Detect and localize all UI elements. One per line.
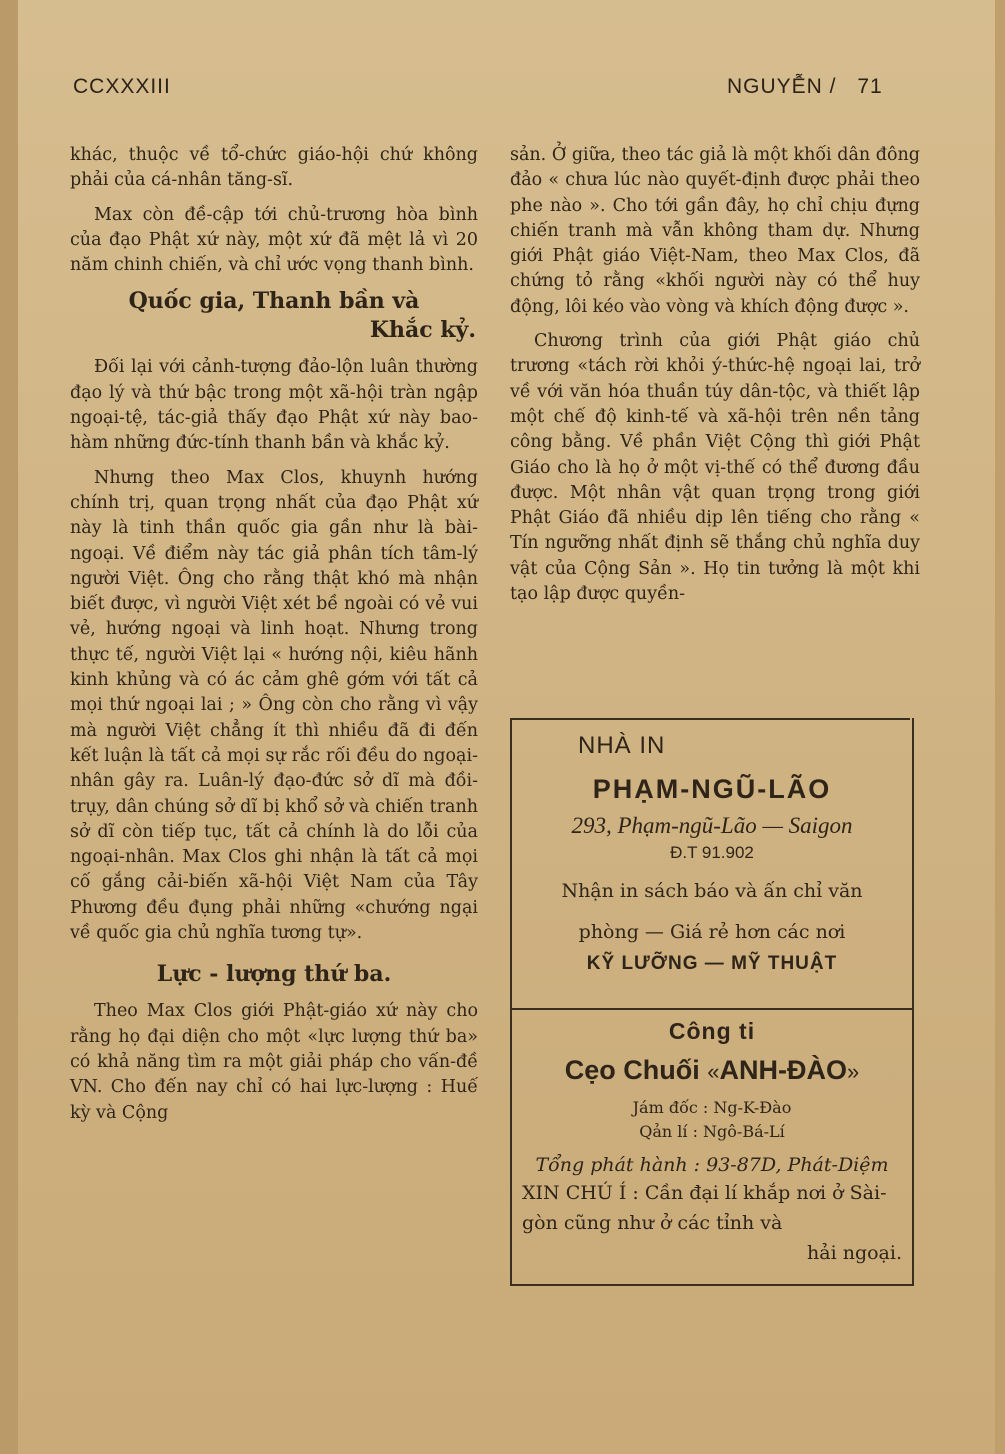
ad-description-line: phòng — Giá rẻ hơn các nơi (578, 921, 846, 943)
ad-note (512, 1178, 912, 1268)
ad-company-label: Công ti (668, 1018, 756, 1044)
right-column (510, 143, 920, 616)
header-title: NGUYỄN / (727, 75, 837, 98)
ad-label: NHÀ IN (578, 732, 666, 759)
ad-border-right (912, 718, 914, 1008)
page-edge-left (0, 0, 18, 1454)
ad-business-name: PHẠM-NGŨ-LÃO (592, 774, 832, 804)
quote-close: » (847, 1059, 860, 1084)
ad-note-end: hải ngoại. (807, 1242, 902, 1264)
paragraph: Chương trình của giới Phật giáo chủ trương «tách rời khỏi ý-thức-hệ ngoại lai, trở về với văn hóa thuần túy dân-tộc, và thiết lập một chế độ kinh-tế và xã-hội trên nền tảng công bằng. Về phần Việt Cộng thì giới Phật Giáo cho là họ ở một vị-thế có thể đương đầu được. Một nhân vật quan trọng trong giới Phật Giáo đã nhiều dịp lên tiếng cho rằng « Tín ngưỡng nhất định sẽ thắng chủ nghĩa duy vật của Cộng Sản ». Họ tin tưởng là một khi tạo lập được quyền- (510, 331, 920, 605)
brand-name: ANH-ĐÀO (719, 1055, 847, 1085)
paragraph: khác, thuộc về tổ-chức giáo-hội chứ không phải của cá-nhân tăng-sĩ. (70, 145, 478, 191)
section-heading: Lực - lượng thứ ba. (156, 961, 392, 988)
ad-border-bottom (510, 1284, 914, 1286)
company-advertisement (512, 1012, 912, 1268)
printer-advertisement (512, 724, 912, 975)
section-heading (70, 287, 478, 345)
paragraph: Nhưng theo Max Clos, khuynh hướng chính trị, quan trọng nhất của đạo Phật xứ này là tinh thần quốc gia gần như là bài-ngoại. Về điểm này tác giả phân tích tâm-lý người Việt. Ông cho rằng thật khó mà nhận biết được, vì người Việt xét bề ngoài có vẻ vui vẻ, hướng ngoại và linh hoạt. Nhưng trong thực tế, người Việt lại « hướng nội, kiêu hãnh kinh khủng và có ác cảm ghê gớm với tất cả mọi thứ ngoại lai ; » Ông còn cho rằng vì vậy mà người Việt chẳng ít thì nhiều đã đi đến kết luận là tất cả mọi sự rắc rối đều do ngoại-nhân gây ra. Luân-lý đạo-đức sở dĩ mà đồi-trụy, dân chúng sở dĩ bị khổ sở và chiến tranh sở dĩ còn tiếp tục, tất cả chính là do lỗi của ngoại-nhân. Max Clos ghi nhận là tất cả mọi cố gắng cải-biến xã-hội Việt Nam của Tây Phương đều đụng phải những «chướng ngại về quốc gia chủ nghĩa tương tự». (70, 467, 478, 944)
running-header-left: CCXXXIII (73, 75, 171, 98)
ad-description-line: Nhận in sách báo và ấn chỉ văn (561, 880, 863, 902)
ad-slogan: KỸ LƯỠNG — MỸ THUẬT (586, 953, 838, 974)
running-header-right (727, 75, 883, 99)
quote-open: « (707, 1059, 720, 1084)
paragraph: sản. Ở giữa, theo tác giả là một khối dân đông đảo « chưa lúc nào quyết-định được phải theo phe nào ». Cho tới gần đây, họ chỉ chịu đựng chiến tranh mà vẫn không tham dự. Nhưng giới Phật giáo Việt-Nam, theo Max Clos, đã chứng tỏ rằng «khối người này có thể huy động, lôi kéo vào vòng và khích động được ». (510, 145, 920, 317)
ad-brand (512, 1055, 912, 1086)
heading-line: Khắc kỷ. (369, 317, 476, 344)
paragraph: Đối lại với cảnh-tượng đảo-lộn luân thường đạo lý và thứ bậc trong một xã-hội tràn ngập ngoại-tệ, tác-giả thấy đạo Phật xứ này bao-hàm những đức-tính thanh bần và khắc kỷ. (70, 357, 478, 454)
ad-distribution: Tổng phát hành : 93-87D, Phát-Diệm (535, 1154, 889, 1176)
left-column (70, 143, 478, 1135)
ad-note-text: XIN CHÚ Í : Cần đại lí khắp nơi ở Sài-gòn cũng như ở các tỉnh và (522, 1182, 887, 1234)
ad-phone: Đ.T 91.902 (670, 843, 754, 862)
brand-prefix: Cẹo Chuối (564, 1055, 700, 1085)
ad-manager: Qản lí : Ngô-Bá-Lí (639, 1122, 785, 1141)
page-edge-right (995, 0, 1005, 1454)
ad-staff (512, 1096, 912, 1144)
heading-line: Quốc gia, Thanh bần và (128, 288, 420, 315)
paragraph: Max còn đề-cập tới chủ-trương hòa bình của đạo Phật xứ này, một xứ đã mệt lả vì 20 năm chinh chiến, và chỉ ước vọng thanh bình. (70, 204, 478, 276)
ad-address: 293, Phạm-ngũ-Lão — Saigon (571, 813, 853, 838)
page-number: 71 (857, 75, 883, 98)
ad-description (512, 871, 912, 953)
ad-divider (510, 1008, 914, 1010)
ad-border-top (510, 718, 910, 720)
ad-director: Jám đốc : Ng-K-Đào (632, 1098, 792, 1117)
ad-border-right (912, 1008, 914, 1284)
paragraph: Theo Max Clos giới Phật-giáo xứ này cho rằng họ đại diện cho một «lực lượng thứ ba» có khả năng tìm ra một giải pháp cho vấn-đề VN. Cho đến nay chỉ có hai lực-lượng : Huế kỳ và Cộng (70, 1001, 478, 1123)
